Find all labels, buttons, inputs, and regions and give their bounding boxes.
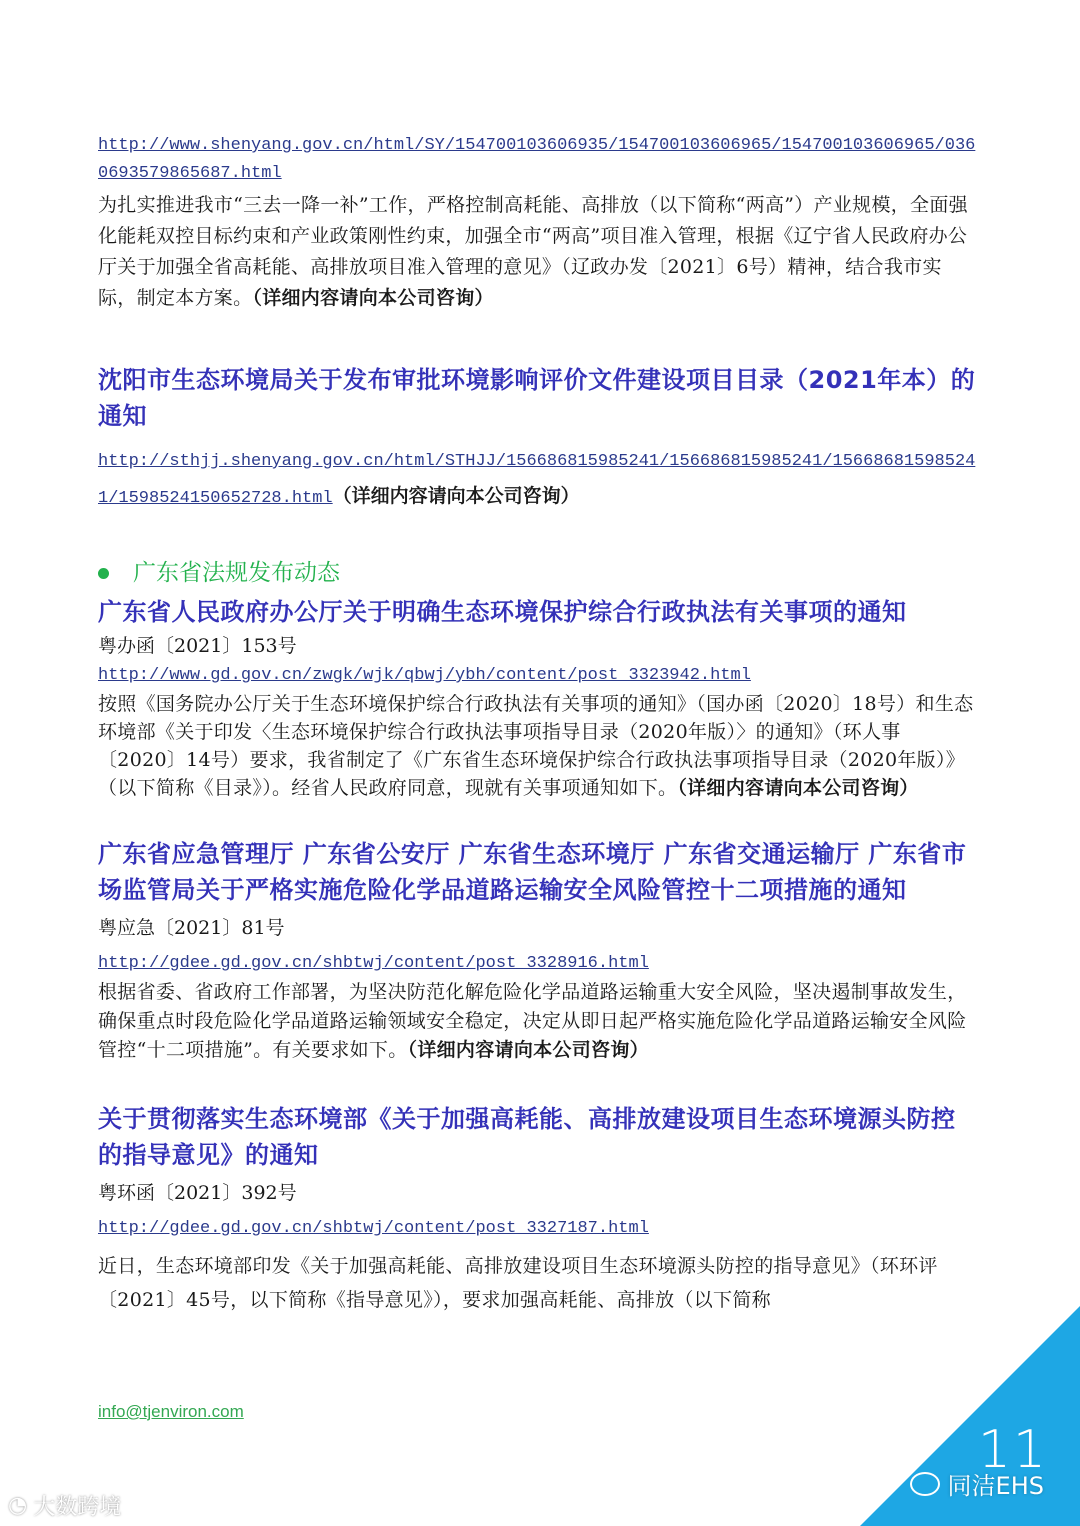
consult-note: （详细内容请向本公司咨询） [407,1039,649,1061]
wechat-icon [910,1472,940,1496]
item1-body [98,690,978,802]
consult-note: （详细内容请向本公司咨询） [332,485,580,507]
item1-url-link[interactable]: http://www.gd.gov.cn/zwgk/wjk/qbwj/ybh/content/post_3323942.html [98,666,751,685]
watermark-left [8,1490,121,1521]
bullet-icon [98,568,109,579]
section-heading [98,556,978,590]
item3-docno: 粤环函〔2021〕392号 [98,1182,297,1204]
item2-title: 广东省应急管理厅 广东省公安厅 广东省生态环境厅 广东省交通运输厅 广东省市场监管局关于严格实施危险化学品道路运输安全风险管控十二项措施的通知 [98,840,967,904]
item2-body [98,978,978,1065]
item1-title: 广东省人民政府办公厅关于明确生态环境保护综合行政执法有关事项的通知 [98,598,907,626]
shenyang-body-text: 为扎实推进我市“三去一降一补”工作，严格控制高耗能、高排放（以下简称“两高”）产业规模，全面强化能耗双控目标约束和产业政策刚性约束，加强全市“两高”项目准入管理，根据《辽宁省人民政府办公厅关于加强全省高耗能、高排放项目准入管理的意见》（辽政办发〔2021〕6号）精神，结合我市实际，制定本方案。 [98,194,968,309]
item3-title: 关于贯彻落实生态环境部《关于加强高耗能、高排放建设项目生态环境源头防控的指导意见》的通知 [98,1105,956,1169]
item2-url-link[interactable]: http://gdee.gd.gov.cn/shbtwj/content/post_3328916.html [98,954,649,973]
item2-body-text: 根据省委、省政府工作部署，为坚决防范化解危险化学品道路运输重大安全风险，坚决遏制事故发生，确保重点时段危险化学品道路运输领域安全稳定，决定从即日起严格实施危险化学品道路运输安全风险管控“十二项措施”。有关要求如下。 [98,981,967,1061]
shenyang-eia-url-link[interactable]: http://sthjj.shenyang.gov.cn/html/STHJJ/156686815985241/156686815985241/156686815985241/1598524150652728.html [98,452,976,508]
footer-email-link[interactable]: info@tjenviron.com [98,1402,244,1421]
item3-url-link[interactable]: http://gdee.gd.gov.cn/shbtwj/content/post_3327187.html [98,1219,649,1238]
item1-docno: 粤办函〔2021〕153号 [98,635,297,657]
page-number: 11 [977,1420,1048,1480]
consult-note: （详细内容请向本公司咨询） [677,777,919,799]
shenyang-eia-title: 沈阳市生态环境局关于发布审批环境影响评价文件建设项目目录（2021年本）的通知 [98,366,976,430]
watermark-right [910,1466,1044,1501]
shenyang-url-link[interactable]: http://www.shenyang.gov.cn/html/SY/154700103606935/154700103606965/154700103606965/0360693579865687.html [98,136,976,183]
item2-docno: 粤应急〔2021〕81号 [98,917,285,939]
weibo-icon: ◔ [8,1493,28,1518]
watermark-right-text: 同洁EHS [947,1472,1044,1500]
shenyang-eia-link-row [98,442,978,516]
item1-body-text: 按照《国务院办公厅关于生态环境保护综合行政执法有关事项的通知》（国办函〔2020〕18号）和生态环境部《关于印发〈生态环境保护综合行政执法事项指导目录（2020年版）〉的通知》（环人事〔2020〕14号）要求，我省制定了《广东省生态环境保护综合行政执法事项指导目录（2020年版）》（以下简称《目录》）。经省人民政府同意，现就有关事项通知如下。 [98,693,974,799]
watermark-left-text: 大数跨境 [33,1495,122,1520]
section-title: 广东省法规发布动态 [133,560,340,586]
item3-body: 近日，生态环境部印发《关于加强高耗能、高排放建设项目生态环境源头防控的指导意见》（环环评〔2021〕45号，以下简称《指导意见》），要求加强高耗能、高排放（以下简称 [98,1255,938,1311]
consult-note: （详细内容请向本公司咨询） [252,287,494,309]
document-content [98,128,978,1317]
shenyang-body [98,190,978,314]
